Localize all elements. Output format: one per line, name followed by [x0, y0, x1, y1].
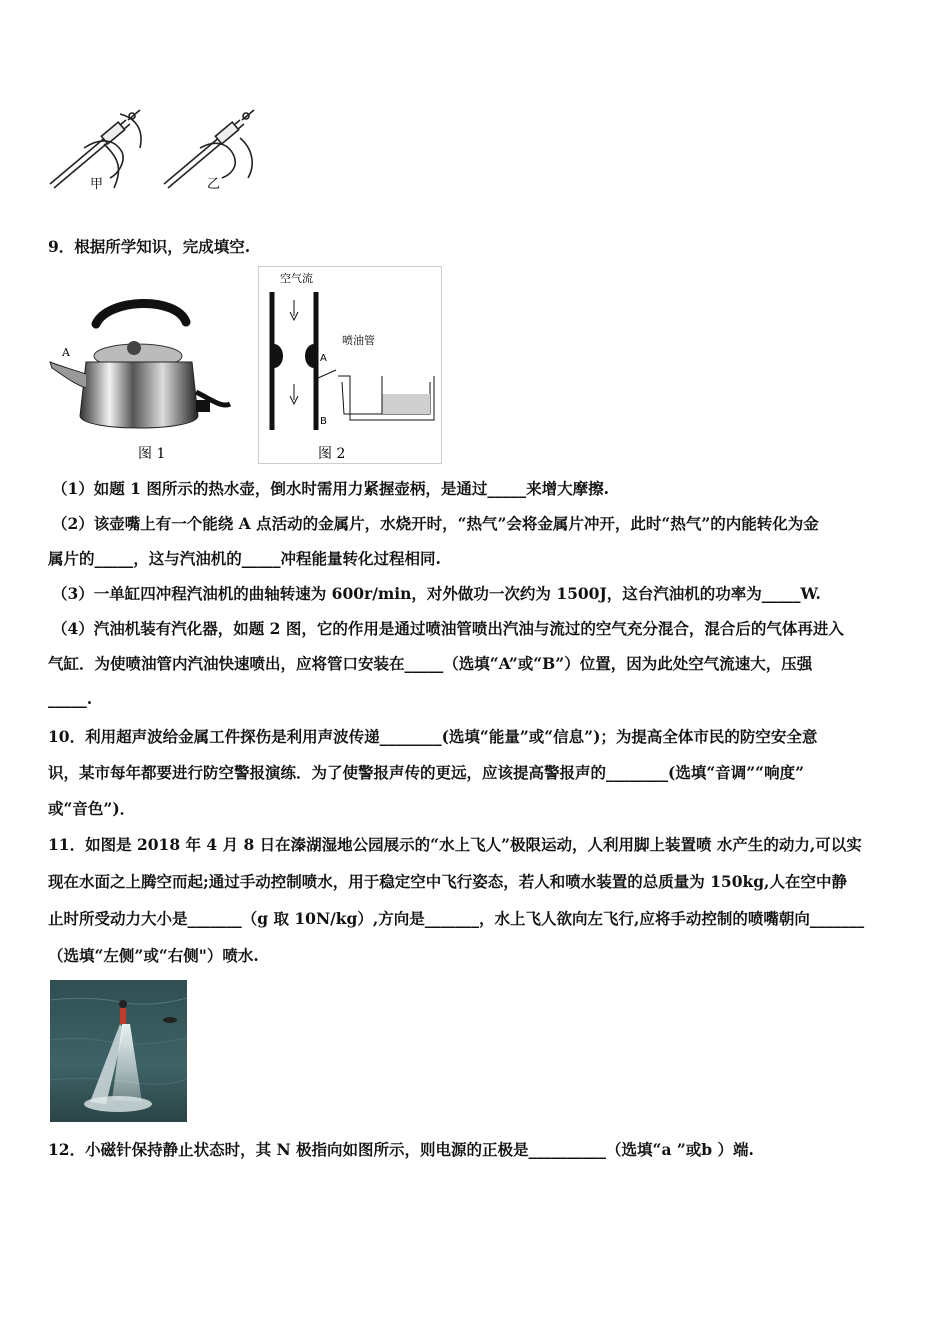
- q10-line2: 识，某市每年都要进行防空警报演练．为了使警报声传的更远，应该提高警报声的________(选填“音调”“响度”: [48, 763, 804, 782]
- kettle-point-a: A: [62, 346, 70, 359]
- q10-line1: 10．利用超声波给金属工件探伤是利用声波传递________(选填“能量”或“信息”)；为提高全体市民的防空安全意: [48, 727, 818, 746]
- q10-line3: 或“音色”)．: [48, 799, 136, 818]
- water-flyer-photo: [50, 980, 187, 1122]
- kettle-figure: [46, 296, 246, 464]
- q9-part4-line2: 气缸．为使喷油管内汽油快速喷出，应将管口安装在_____（选填“A”或“B”）位置，因为此处空气流速大，压强: [48, 654, 813, 673]
- fuel-pipe-label: 喷油管: [342, 334, 375, 347]
- label-yi: 乙: [207, 177, 221, 192]
- q9-part4-line1: （4）汽油机装有汽化器，如题 2 图，它的作用是通过喷油管喷出汽油与流过的空气充分混合，混合后的气体再进入: [52, 619, 844, 638]
- test-pen-figure: [44, 108, 259, 194]
- q11-line2: 现在水面之上腾空而起;通过手动控制喷水，用于稳定空中飞行姿态，若人和喷水装置的总质量为 150kg,人在空中静: [48, 872, 847, 891]
- q9-part2-line1: （2）该壶嘴上有一个能绕 A 点活动的金属片，水烧开时，“热气”会将金属片冲开，此时“热气”的内能转化为金: [52, 514, 819, 533]
- q9-part4-line3: _____.: [48, 689, 93, 708]
- label-jia: 甲: [90, 177, 104, 192]
- point-a-label: A: [320, 353, 327, 364]
- fig1-caption: 图 1: [138, 446, 166, 462]
- q9-stem: 9．根据所学知识，完成填空.: [48, 237, 251, 256]
- point-b-label: B: [320, 416, 327, 427]
- q12-line1: 12．小磁针保持静止状态时，其 N 极指向如图所示，则电源的正极是__________（选填“a ”或b ）端.: [48, 1140, 754, 1159]
- q11-line3: 止时所受动力大小是_______（g 取 10N/kg）,方向是_______，水上飞人欲向左飞行,应将手动控制的喷嘴朝向_______: [48, 909, 865, 928]
- carburetor-figure: [258, 266, 442, 464]
- q9-part1: （1）如题 1 图所示的热水壶，倒水时需用力紧握壶柄，是通过_____来增大摩擦.: [52, 479, 610, 498]
- q11-line4: （选填“左侧”或“右侧"）喷水.: [48, 946, 259, 965]
- airflow-label: 空气流: [280, 272, 313, 285]
- fig2-caption: 图 2: [318, 446, 346, 462]
- q9-part2-line2: 属片的_____，这与汽油机的_____冲程能量转化过程相同.: [48, 549, 441, 568]
- q11-line1: 11．如图是 2018 年 4 月 8 日在溱湖湿地公园展示的“水上飞人”极限运动，人利用脚上装置喷 水产生的动力,可以实: [48, 835, 862, 854]
- q9-part3: （3）一单缸四冲程汽油机的曲轴转速为 600r/min，对外做功一次约为 1500J，这台汽油机的功率为_____W.: [52, 584, 821, 603]
